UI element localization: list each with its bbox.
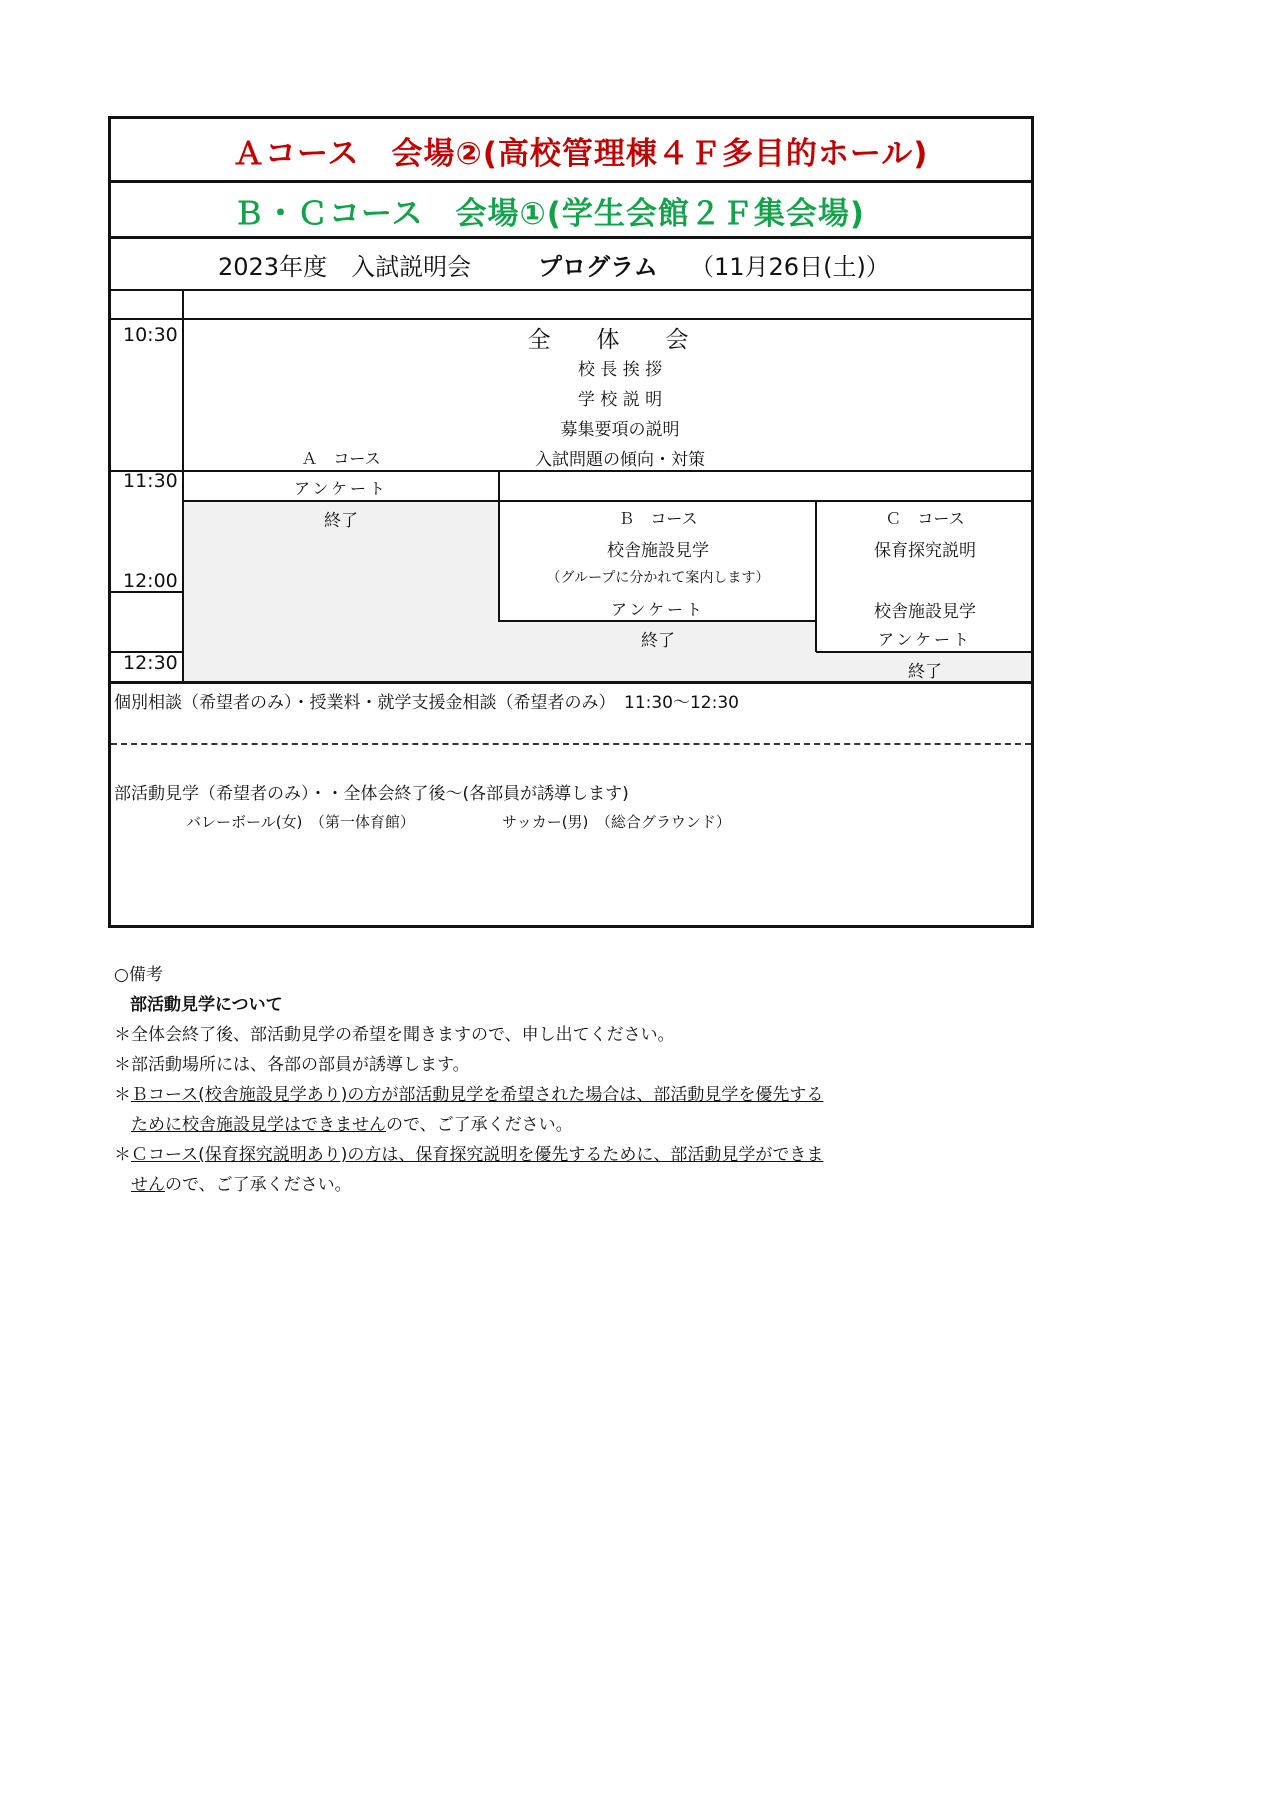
notes-line-3-prefix: ＊ (114, 1085, 131, 1105)
rule-b-start (499, 500, 1034, 502)
time-1130: 11:30 (123, 470, 178, 492)
time-1200: 12:00 (123, 570, 178, 592)
program-word: プログラム (538, 253, 658, 281)
course-b-end: 終了 (641, 631, 675, 651)
rule-course-c-survey (816, 651, 1034, 653)
general-session-title: 全 体 会 (527, 327, 689, 353)
course-bc-venue-title: Ｂ・Ｃコース 会場①(学生会館２Ｆ集会場) (233, 196, 866, 232)
rule-spacer-row (108, 318, 1034, 320)
course-a-end: 終了 (324, 511, 358, 531)
course-b-survey: アンケート (610, 600, 706, 619)
course-a-label: Ａ コース (301, 449, 381, 468)
notes-line-5-underlined: Ｃコース(保育探究説明あり)の方は、保育探究説明を優先するために、部活動見学ができま (131, 1145, 824, 1165)
time-1230: 12:30 (123, 652, 178, 674)
course-b-note: （グループに分かれて案内します） (546, 570, 770, 586)
rule-general-end (183, 470, 1034, 472)
club-soccer: サッカー(男) （総合グラウンド） (502, 813, 731, 831)
rule-course-a-survey (183, 500, 500, 502)
notes-heading: ○備考 (114, 965, 163, 985)
course-b-label: Ｂ コース (618, 509, 698, 528)
notes-line-6-rest: ので、ご了承ください。 (165, 1175, 352, 1195)
notes-line-3-underlined: Ｂコース(校舎施設見学あり)の方が部活動見学を希望された場合は、部活動見学を優先する (131, 1085, 824, 1105)
dashed-separator (111, 743, 1031, 745)
notes-line-6-underlined: せん (131, 1175, 165, 1195)
club-heading: 部活動見学（希望者のみ）・・全体会終了後～(各部員が誘導します) (114, 784, 629, 804)
course-c-label: Ｃ コース (885, 509, 965, 528)
notes-line-3 (114, 1080, 823, 1110)
course-c-explain: 保育探究説明 (874, 541, 976, 561)
notes-line-5 (114, 1140, 823, 1170)
rule-after-program (108, 289, 1034, 291)
notes-section (114, 960, 823, 1200)
course-a-survey: アンケート (293, 479, 389, 498)
general-item-principal: 校 長 挨 拶 (577, 360, 663, 380)
notes-line-1: ＊全体会終了後、部活動見学の希望を聞きますので、申し出てください。 (114, 1025, 675, 1045)
notes-subheading: 部活動見学について (130, 995, 283, 1015)
notes-line-4 (114, 1110, 823, 1140)
notes-line-5-prefix: ＊ (114, 1145, 131, 1165)
notes-line-2: ＊部活動場所には、各部の部員が誘導します。 (114, 1055, 470, 1075)
divider-a-b (498, 470, 500, 622)
divider-b-c (815, 500, 817, 652)
notes-line-4-rest: ので、ご了承ください。 (386, 1115, 573, 1135)
course-b-tour: 校舎施設見学 (607, 541, 709, 561)
course-c-tour: 校舎施設見学 (874, 602, 976, 622)
rule-after-course-bc (108, 236, 1034, 239)
rule-course-b-survey (499, 620, 817, 622)
course-a-venue-title: Ａコース 会場②(高校管理棟４Ｆ多目的ホール) (233, 136, 929, 172)
course-c-end: 終了 (908, 662, 942, 682)
general-item-exam-trends: 入試問題の傾向・対策 (535, 450, 705, 470)
notes-line-4-underlined: ために校舎施設見学はできません (131, 1115, 386, 1135)
program-year: 2023年度 入試説明会 (218, 253, 472, 281)
course-c-survey: アンケート (877, 630, 973, 649)
rule-after-course-a (108, 180, 1034, 183)
general-item-school: 学 校 説 明 (577, 390, 663, 410)
general-item-guidelines: 募集要項の説明 (560, 420, 680, 440)
rule-schedule-end (108, 681, 1034, 684)
time-1030: 10:30 (123, 324, 178, 346)
notes-line-6 (114, 1170, 823, 1200)
program-date: （11月26日(土)） (690, 253, 890, 281)
consultation-info: 個別相談（希望者のみ）・授業料・就学支援金相談（希望者のみ） 11:30～12:30 (114, 693, 739, 713)
club-volleyball: バレーボール(女) （第一体育館） (186, 813, 415, 831)
